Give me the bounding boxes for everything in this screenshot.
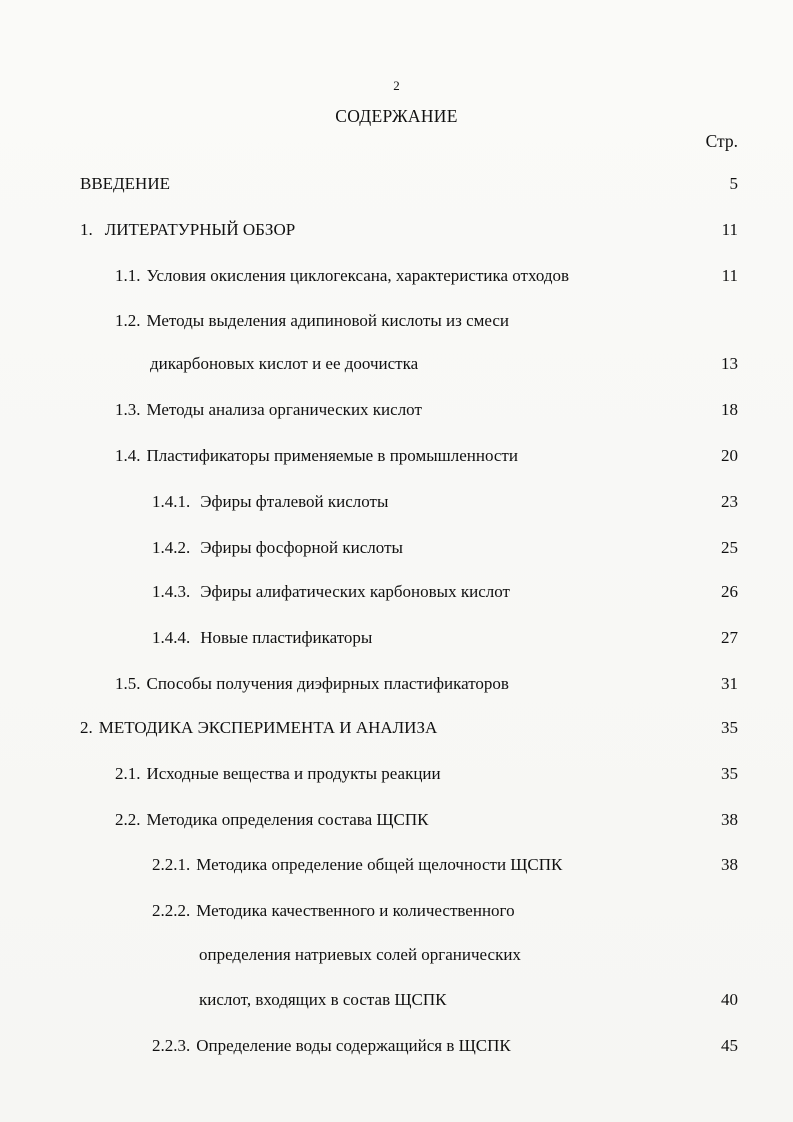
- toc-entry-2-2-2[interactable]: [199, 988, 738, 1012]
- toc-entry-number: 1.4.3.: [152, 582, 191, 601]
- toc-entry-text: кислот, входящих в состав ЩСПК: [199, 990, 447, 1009]
- page-column-label: Стр.: [705, 131, 738, 151]
- toc-page-ref: 35: [721, 764, 738, 783]
- toc-entry-2-2-3[interactable]: [152, 1034, 738, 1058]
- toc-entry-text: Условия окисления циклогексана, характеристика отходов: [146, 266, 570, 285]
- toc-entry-1[interactable]: [80, 218, 738, 242]
- toc-entry-text: Эфиры фталевой кислоты: [200, 492, 389, 511]
- toc-page-ref: 11: [721, 220, 738, 239]
- toc-page-ref: 38: [721, 810, 738, 829]
- toc-entry-number: 1.4.4.: [152, 628, 191, 647]
- toc-entry-1-2[interactable]: [150, 352, 738, 376]
- toc-entry-text: определения натриевых солей органических: [199, 945, 521, 964]
- toc-page-ref: 40: [721, 990, 738, 1009]
- toc-entry-text: МЕТОДИКА ЭКСПЕРИМЕНТА И АНАЛИЗА: [98, 718, 438, 737]
- toc-entry-1-4-3[interactable]: [152, 580, 738, 604]
- toc-entry-1-5[interactable]: [115, 672, 738, 696]
- toc-entry-number: 1.4.: [115, 446, 141, 465]
- toc-page-ref: 45: [721, 1036, 738, 1055]
- toc-page-ref: 13: [721, 354, 738, 373]
- toc-entry-2-2-2-line2[interactable]: [199, 943, 521, 967]
- toc-entry-2-2-1[interactable]: [152, 853, 738, 877]
- toc-entry-number: 1.5.: [115, 674, 141, 693]
- toc-entry-text: Методика качественного и количественного: [196, 901, 515, 920]
- toc-entry-text: Эфиры алифатических карбоновых кислот: [200, 582, 510, 601]
- toc-entry-number: 2.: [80, 718, 93, 737]
- toc-entry-2-2[interactable]: [115, 808, 738, 832]
- toc-entry-1-4-4[interactable]: [152, 626, 738, 650]
- toc-entry-1-4[interactable]: [115, 444, 738, 468]
- toc-page-ref: 23: [721, 492, 738, 511]
- toc-page-ref: 27: [721, 628, 738, 647]
- toc-page-ref: 20: [721, 446, 738, 465]
- toc-entry-number: 2.2.1.: [152, 855, 191, 874]
- toc-entry-text: дикарбоновых кислот и ее доочистка: [150, 354, 419, 373]
- toc-entry-number: 2.2.: [115, 810, 141, 829]
- toc-entry-text: ВВЕДЕНИЕ: [80, 174, 170, 193]
- toc-page-ref: 26: [721, 582, 738, 601]
- toc-entry-number: 1.3.: [115, 400, 141, 419]
- toc-entry-1-3[interactable]: [115, 398, 738, 422]
- toc-entry-text: Определение воды содержащийся в ЩСПК: [196, 1036, 511, 1055]
- toc-entry-number: 1.2.: [115, 311, 141, 330]
- toc-entry-text: Пластификаторы применяемые в промышленности: [146, 446, 518, 465]
- toc-page-ref: 25: [721, 538, 738, 557]
- toc-page-ref: 35: [721, 718, 738, 737]
- toc-entry-text: Методы выделения адипиновой кислоты из смеси: [146, 311, 509, 330]
- toc-entry-number: 2.2.3.: [152, 1036, 191, 1055]
- toc-page-ref: 38: [721, 855, 738, 874]
- page-title: СОДЕРЖАНИЕ: [335, 106, 458, 126]
- toc-entry-1-4-1[interactable]: [152, 490, 738, 514]
- toc-entry-2-1[interactable]: [115, 762, 738, 786]
- toc-page-ref: 5: [729, 174, 738, 193]
- toc-entry-number: 1.4.1.: [152, 492, 191, 511]
- toc-entry-text: Способы получения диэфирных пластификаторов: [146, 674, 509, 693]
- toc-entry-2[interactable]: [80, 716, 738, 740]
- toc-entry-text: Эфиры фосфорной кислоты: [200, 538, 403, 557]
- toc-entry-2-2-2-line1[interactable]: [152, 899, 515, 923]
- toc-entry-text: Исходные вещества и продукты реакции: [146, 764, 441, 783]
- toc-entry-text: Методика определение общей щелочности ЩСПК: [196, 855, 563, 874]
- toc-page-ref: 31: [721, 674, 738, 693]
- toc-entry-text: Методика определения состава ЩСПК: [146, 810, 429, 829]
- toc-entry-number: 1.: [80, 220, 93, 239]
- page-number: 2: [393, 78, 400, 93]
- toc-page-ref: 18: [721, 400, 738, 419]
- toc-entry-1-2-line1[interactable]: [115, 309, 509, 333]
- toc-entry-intro[interactable]: [80, 172, 738, 196]
- toc-entry-text: ЛИТЕРАТУРНЫЙ ОБЗОР: [104, 220, 296, 239]
- toc-entry-number: 1.4.2.: [152, 538, 191, 557]
- toc-entry-number: 2.1.: [115, 764, 141, 783]
- toc-entry-text: Методы анализа органических кислот: [146, 400, 422, 419]
- toc-entry-text: Новые пластификаторы: [200, 628, 373, 647]
- toc-entry-1-1[interactable]: [115, 264, 738, 288]
- toc-entry-number: 1.1.: [115, 266, 141, 285]
- toc-entry-number: 2.2.2.: [152, 901, 191, 920]
- toc-page-ref: 11: [721, 266, 738, 285]
- toc-entry-1-4-2[interactable]: [152, 536, 738, 560]
